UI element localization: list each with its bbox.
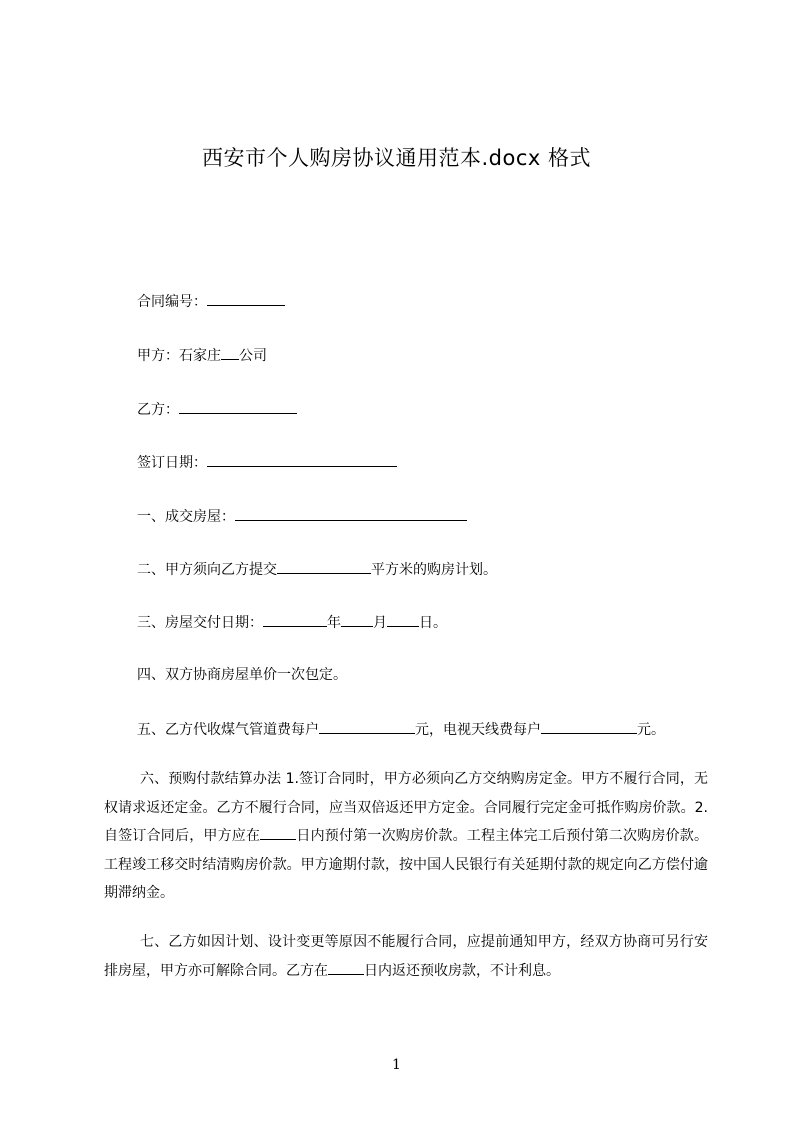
clause-2-suffix: 平方米的购房计划。 (371, 562, 497, 578)
clause-2-prefix: 二、甲方须向乙方提交 (137, 562, 277, 578)
sign-date-label: 签订日期： (137, 455, 207, 471)
clause-2-blank (277, 558, 371, 574)
party-b-blank (179, 398, 297, 414)
clause-3-day-blank (387, 611, 419, 627)
clause-4-line (137, 665, 347, 685)
page-number: 1 (392, 1057, 401, 1073)
sign-date-line (137, 451, 397, 473)
clause-3-prefix: 三、房屋交付日期： (137, 615, 263, 631)
document-title: 西安市个人购房协议通用范本.docx 格式 (201, 146, 591, 170)
clause-5-prefix: 五、乙方代收煤气管道费每户 (137, 722, 319, 738)
clause-7-part2: 日内返还预收房款，不计利息。 (364, 962, 560, 979)
clause-3-year: 年 (327, 615, 341, 631)
party-a-blank (221, 344, 239, 360)
sign-date-blank (207, 451, 397, 467)
clause-5-middle: 元，电视天线费每户 (415, 722, 541, 738)
clause-1-blank (235, 505, 467, 521)
clause-7-paragraph (104, 928, 708, 985)
clause-3-day: 日。 (419, 615, 447, 631)
clause-7-days-blank (328, 959, 364, 975)
party-b-line (137, 398, 297, 420)
contract-number-label: 合同编号： (137, 294, 207, 310)
clause-3-line (137, 611, 447, 633)
party-a-suffix: 公司 (239, 348, 267, 364)
clause-1-line (137, 505, 467, 527)
clause-7-part1: 七、乙方如因计划、设计变更等原因不能履行合同，应提前通知甲方，经双方协商可另行安排房屋，甲方亦可解除合同。乙方在 (104, 934, 708, 979)
clause-6-paragraph (104, 765, 708, 908)
clause-3-year-blank (263, 611, 327, 627)
party-a-line (137, 344, 267, 366)
clause-6-days-blank (260, 824, 296, 840)
clause-5-suffix: 元。 (637, 722, 665, 738)
contract-number-line (137, 290, 285, 312)
clause-4-text: 四、双方协商房屋单价一次包定。 (137, 667, 347, 683)
clause-5-gas-blank (319, 718, 415, 734)
clause-2-line (137, 558, 497, 580)
party-b-label: 乙方： (137, 402, 179, 418)
clause-3-month-blank (341, 611, 373, 627)
clause-1-label: 一、成交房屋： (137, 509, 235, 525)
clause-6-part1: 六、预购付款结算办法 1.签订合同时，甲方必须向乙方交纳购房定金。甲方不履行合同，无权请求返还定金。乙方不履行合同，应当双倍返还甲方定金。合同履行完定金可抵作购房价款。2.自签订合同后，甲方应在 (104, 771, 708, 844)
clause-5-tv-blank (541, 718, 637, 734)
clause-5-line (137, 718, 665, 740)
clause-3-month: 月 (373, 615, 387, 631)
contract-number-blank (207, 290, 285, 306)
party-a-label: 甲方：石家庄 (137, 348, 221, 364)
clause-6-part2: 日内预付第一次购房价款。工程主体完工后预付第二次购房价款。工程竣工移交时结清购房价款。甲方逾期付款，按中国人民银行有关延期付款的规定向乙方偿付逾期滞纳金。 (104, 828, 709, 901)
